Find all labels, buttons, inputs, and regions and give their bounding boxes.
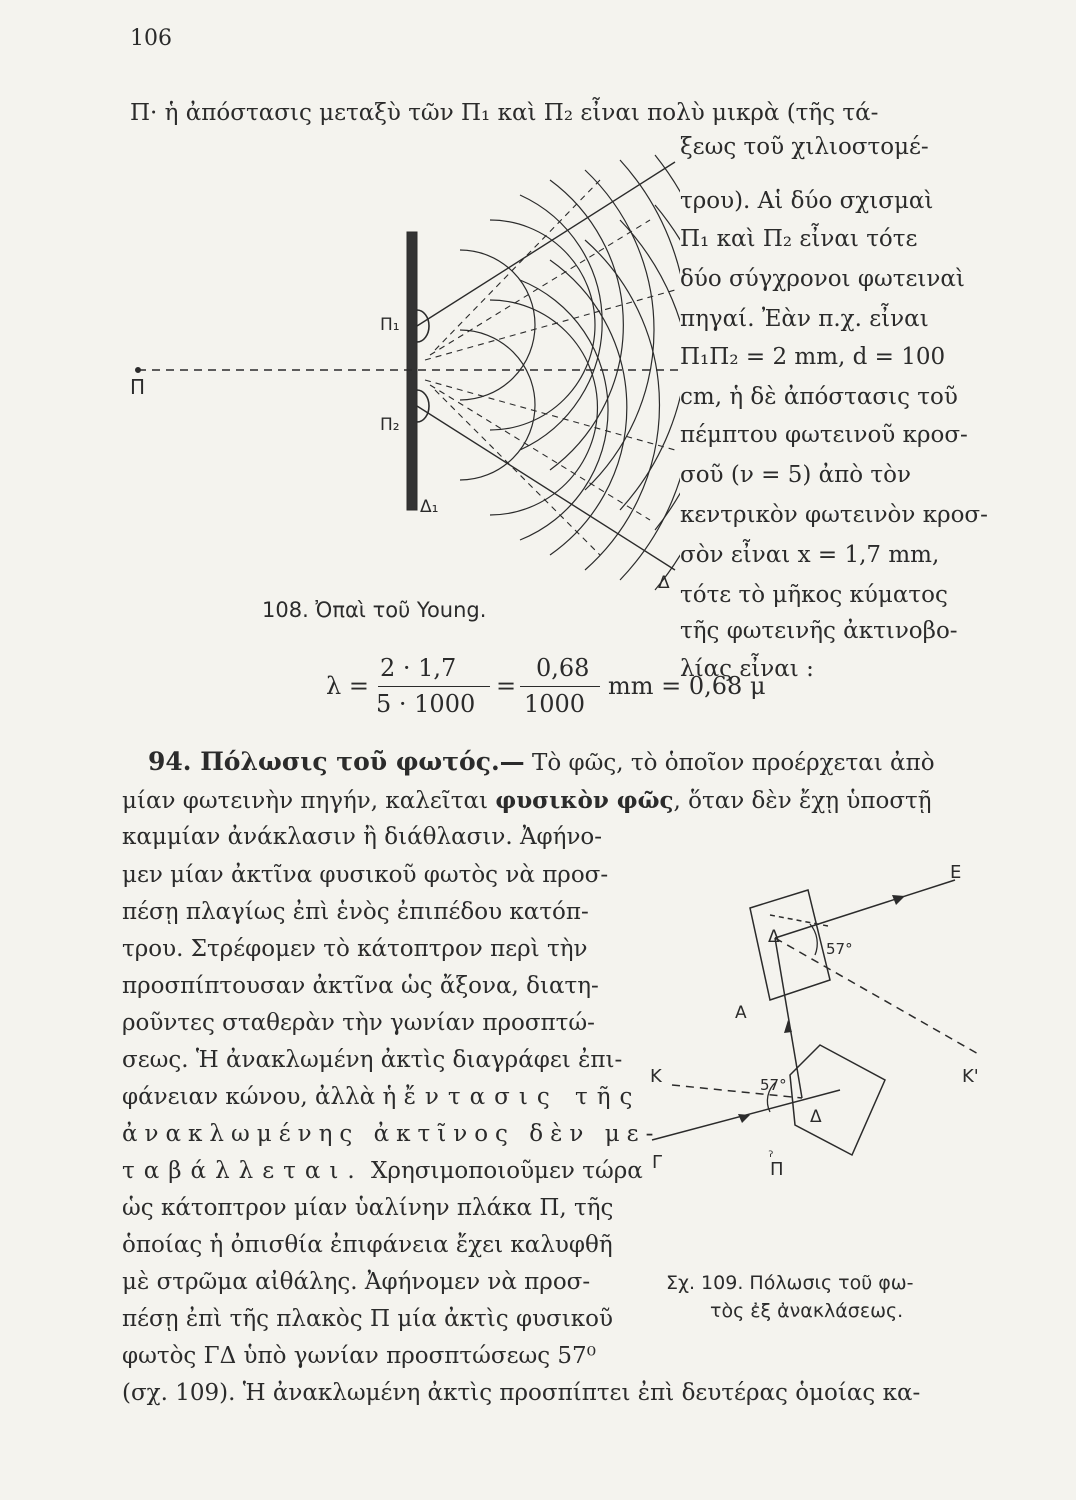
section-line: (σχ. 109). Ἡ ἀνακλωμένη ἀκτὶς προσπίπτει ἐπὶ δευτέρας ὁμοίας κα- <box>122 1380 921 1406</box>
formula-num1: 2 · 1,7 <box>380 654 457 682</box>
section-heading-line <box>148 745 935 780</box>
formula-den2: 1000 <box>524 690 586 718</box>
label-k-prime: K' <box>962 1066 979 1087</box>
spaced-text: ταβάλλεται. <box>122 1158 364 1184</box>
spaced-text: ἔντασις τῆς <box>403 1084 642 1110</box>
figure-108-caption: 108. Ὀπαὶ τοῦ Young. <box>262 598 487 622</box>
top-text-side-line: κεντρικὸν φωτεινὸν κροσ- <box>680 502 988 528</box>
section-text: , ὅταν δὲν ἔχῃ ὑποστῇ <box>673 788 932 814</box>
section-text: Τὸ φῶς, τὸ ὁποῖον προέρχεται ἀπὸ <box>531 750 935 776</box>
label-k: K <box>650 1066 662 1087</box>
label-angle-bottom: 57° <box>760 1076 787 1094</box>
section-line: μεν μίαν ἀκτῖνα φυσικοῦ φωτὸς νὰ προσ- <box>122 862 609 888</box>
label-g: Γ <box>652 1152 663 1173</box>
label-e: E <box>950 862 962 883</box>
top-text-side-line: λίας εἶναι : <box>680 656 814 682</box>
formula-eq: = <box>496 672 517 700</box>
section-line: καμμίαν ἀνάκλασιν ἢ διάθλασιν. Ἀφήνο- <box>122 824 603 850</box>
label-a: A <box>735 1003 747 1023</box>
label-p: Π <box>770 1159 784 1180</box>
label-d: Δ <box>658 573 670 593</box>
section-text: Χρησιμοποιοῦμεν τώρα <box>363 1158 643 1184</box>
section-line: ὁποίας ἡ ὀπισθία ἐπιφάνεια ἔχει καλυφθῆ <box>122 1232 613 1258</box>
figure-108-young-holes <box>130 150 680 620</box>
top-text-side-line: σὸν εἶναι x = 1,7 mm, <box>680 542 940 568</box>
label-d-top: Δ <box>768 927 780 947</box>
figure-109-caption-line1: Σχ. 109. Πόλωσις τοῦ φω- <box>666 1272 914 1294</box>
formula-den1: 5 · 1000 <box>376 690 476 718</box>
top-text-side-line: πηγαί. Ἐὰν π.χ. εἶναι <box>680 306 929 332</box>
top-text-side-line: δύο σύγχρονοι φωτειναὶ <box>680 266 965 292</box>
section-heading: 94. Πόλωσις τοῦ φωτός.— <box>148 747 525 776</box>
formula-tail: mm = 0,68 μ <box>608 672 766 700</box>
figure-109-caption-line2: τὸς ἐξ ἀνακλάσεως. <box>710 1300 904 1322</box>
section-line <box>122 1080 641 1114</box>
figure-109-polarization <box>630 850 1030 1210</box>
fraction-bar <box>520 686 600 687</box>
label-d1: Δ₁ <box>420 497 439 517</box>
spaced-text: ἀνακλωμένης ἀκτῖνος δὲν με- <box>122 1121 661 1147</box>
opaque-screen <box>407 232 417 510</box>
section-line <box>122 784 932 818</box>
bold-term: φυσικὸν φῶς <box>495 787 674 814</box>
label-small-mark: ˀ <box>768 1148 774 1166</box>
label-d-bottom: Δ <box>810 1107 822 1127</box>
top-text-side-line: ξεως τοῦ χιλιοστομέ- <box>680 134 929 160</box>
top-mirror <box>750 890 830 1000</box>
section-line: πέσῃ πλαγίως ἐπὶ ἑνὸς ἐπιπέδου κατόπ- <box>122 899 589 925</box>
section-line: πέσῃ ἐπὶ τῆς πλακὸς Π μία ἀκτὶς φυσικοῦ <box>122 1306 613 1332</box>
section-line: σεως. Ἡ ἀνακλωμένη ἀκτὶς διαγράφει ἐπι- <box>122 1047 623 1073</box>
label-slit-p1: Π₁ <box>380 315 400 335</box>
top-text-side-line: τῆς φωτεινῆς ἀκτινοβο- <box>680 618 958 644</box>
section-line: ροῦντες σταθερὰν τὴν γωνίαν προσπτώ- <box>122 1010 595 1036</box>
section-line: μὲ στρῶμα αἰθάλης. Ἀφήνομεν νὰ προσ- <box>122 1269 591 1295</box>
label-source-p: Π <box>130 375 146 399</box>
top-text-side-line: σοῦ (ν = 5) ἀπὸ τὸν <box>680 462 911 488</box>
section-text: φάνειαν κώνου, ἀλλὰ ἡ <box>122 1084 397 1110</box>
formula-lambda: λ = <box>326 672 369 700</box>
page-number: 106 <box>130 26 172 51</box>
fraction-bar <box>378 686 490 687</box>
label-slit-p2: Π₂ <box>380 415 400 435</box>
top-text-side-line: τρου). Αἱ δύο σχισμαὶ <box>680 188 934 214</box>
top-text-side-line: Π₁Π₂ = 2 mm, d = 100 <box>680 344 946 370</box>
section-line: φωτὸς ΓΔ ὑπὸ γωνίαν προσπτώσεως 57⁰ <box>122 1343 596 1369</box>
top-text-side-line: cm, ἡ δὲ ἀπόστασις τοῦ <box>680 384 958 410</box>
section-line <box>122 1154 643 1188</box>
section-line: προσπίπτουσαν ἀκτῖνα ὡς ἄξονα, διατη- <box>122 973 599 999</box>
label-angle-top: 57° <box>826 940 853 958</box>
top-text-side-line: τότε τὸ μῆκος κύματος <box>680 582 948 608</box>
section-line: τρου. Στρέφομεν τὸ κάτοπτρον περὶ τὴν <box>122 936 588 962</box>
top-text-side-line: Π₁ καὶ Π₂ εἶναι τότε <box>680 226 918 252</box>
top-text-line: Π· ἡ ἀπόστασις μεταξὺ τῶν Π₁ καὶ Π₂ εἶναι πολὺ μικρὰ (τῆς τά- <box>130 100 879 126</box>
section-text: μίαν φωτεινὴν πηγήν, καλεῖται <box>122 788 489 814</box>
section-line: ὡς κάτοπτρον μίαν ὑαλίνην πλάκα Π, τῆς <box>122 1195 614 1221</box>
top-text-side-line: πέμπτου φωτεινοῦ κροσ- <box>680 422 968 448</box>
formula-num2: 0,68 <box>536 654 590 682</box>
